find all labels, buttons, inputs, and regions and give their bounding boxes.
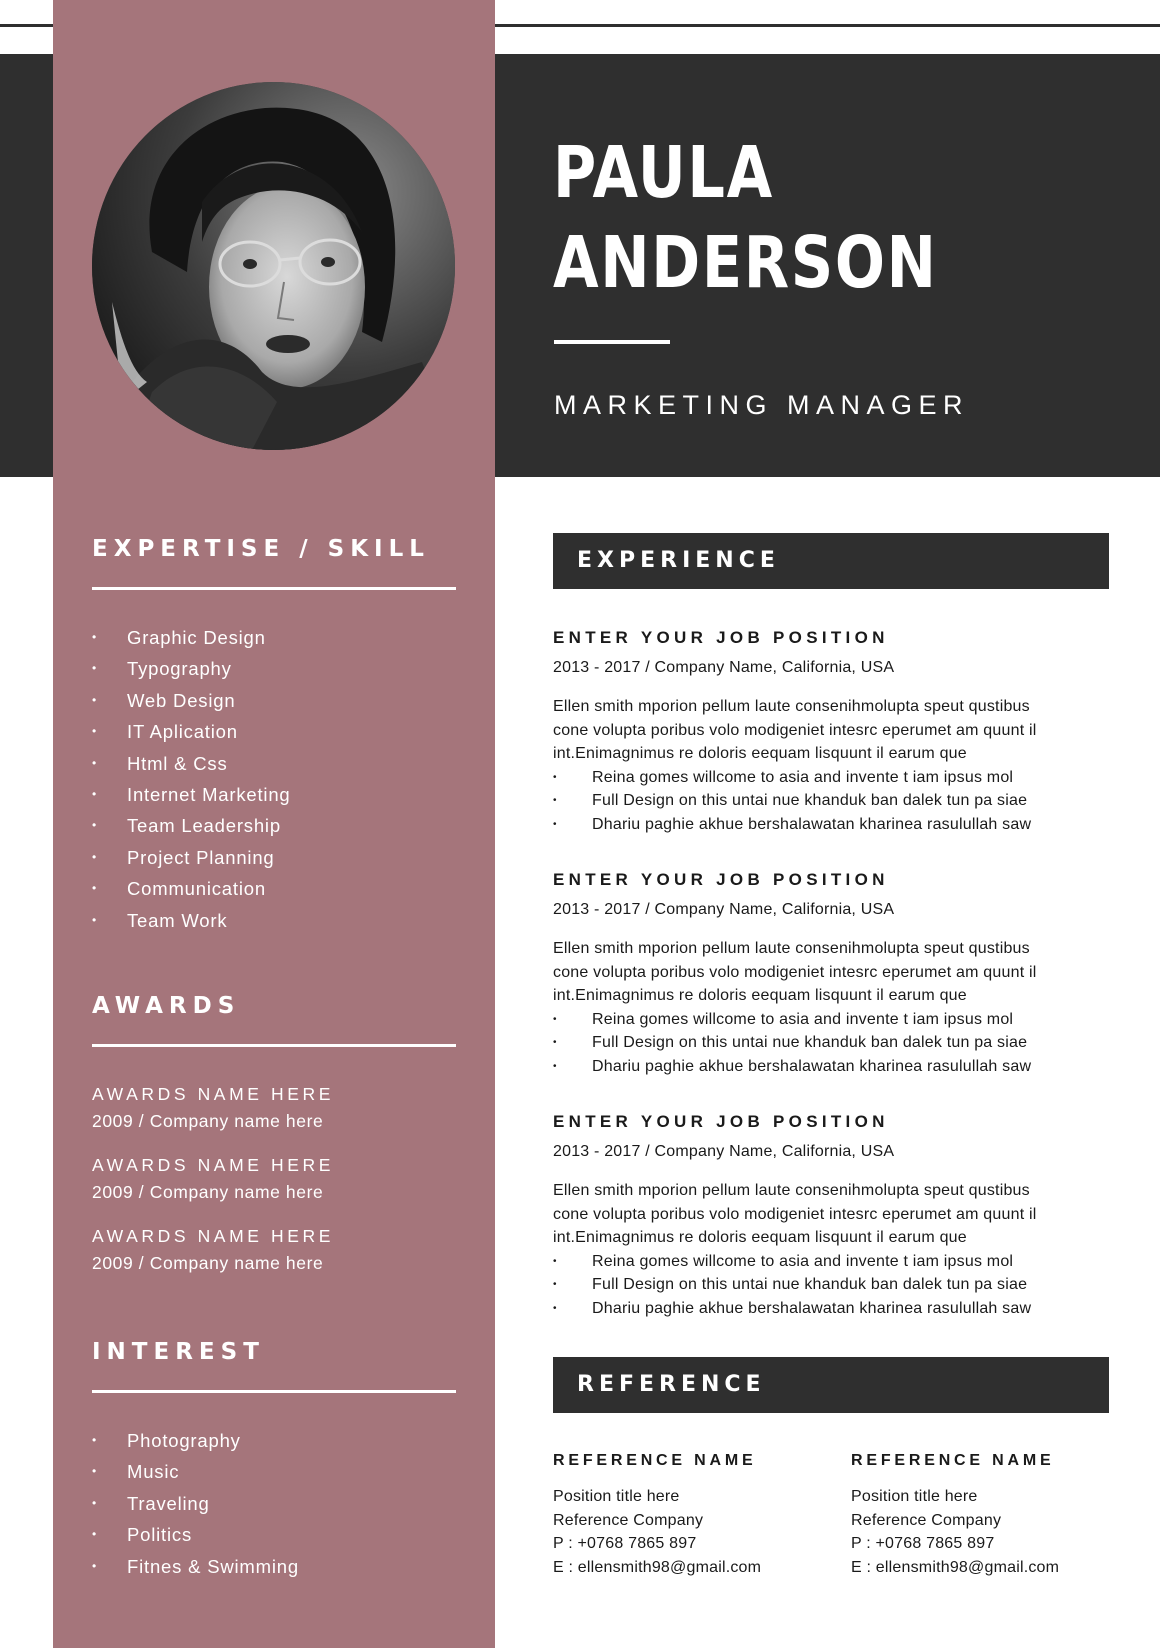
job-description-line: Ellen smith mporion pellum laute consenihmolupta speut qustibus <box>553 698 1030 715</box>
job-title: MARKETING MANAGER <box>554 390 970 420</box>
job-bullet: • Dhariu paghie akhue bershalawatan kharinea rasulullah saw <box>553 813 1113 837</box>
profile-photo <box>92 82 455 450</box>
reference-email: E : ellensmith98@gmail.com <box>553 1558 762 1576</box>
award-detail: 2009 / Company name here <box>92 1111 324 1131</box>
job-bullet: • Dhariu paghie akhue bershalawatan kharinea rasulullah saw <box>553 1055 1113 1079</box>
job-bullet: • Full Design on this untai nue khanduk ban dalek tun pa siae <box>553 789 1113 813</box>
awards-heading: AWARDS <box>92 993 241 1019</box>
awards-list <box>92 1082 452 1295</box>
reference-title: Position title here <box>553 1488 680 1505</box>
skill-item: • Typography <box>92 653 291 684</box>
skill-item: • Graphic Design <box>92 622 291 653</box>
job-bullet: • Full Design on this untai nue khanduk ban dalek tun pa siae <box>553 1273 1113 1297</box>
interest-item: • Traveling <box>92 1488 299 1519</box>
interest-item: • Fitnes & Swimming <box>92 1551 299 1582</box>
job-description <box>553 1179 1113 1250</box>
award-name: AWARDS NAME HERE <box>92 1155 335 1175</box>
job-position: ENTER YOUR JOB POSITION <box>553 628 889 647</box>
first-name: PAULA <box>553 131 774 214</box>
job-bullet: • Reina gomes willcome to asia and invente t iam ipsus mol <box>553 766 1113 790</box>
job-bullet: • Reina gomes willcome to asia and invente t iam ipsus mol <box>553 1008 1113 1032</box>
skills-heading: EXPERTISE / SKILL <box>92 536 430 562</box>
award-entry <box>92 1153 452 1224</box>
reference-details <box>851 1485 1121 1579</box>
reference-phone: P : +0768 7865 897 <box>553 1535 697 1552</box>
interest-item: • Music <box>92 1456 299 1487</box>
interest-heading: INTEREST <box>92 1339 265 1365</box>
job-meta: 2013 - 2017 / Company Name, California, USA <box>553 1143 895 1160</box>
job-position: ENTER YOUR JOB POSITION <box>553 870 889 889</box>
skill-item: • Web Design <box>92 685 291 716</box>
award-name: AWARDS NAME HERE <box>92 1226 335 1246</box>
interest-list <box>92 1425 299 1582</box>
job-description <box>553 937 1113 1008</box>
job-bullet-list <box>553 766 1113 837</box>
job-description <box>553 695 1113 766</box>
job-bullet: • Full Design on this untai nue khanduk ban dalek tun pa siae <box>553 1031 1113 1055</box>
job-meta: 2013 - 2017 / Company Name, California, USA <box>553 901 895 918</box>
reference-email: E : ellensmith98@gmail.com <box>851 1558 1060 1576</box>
job-bullet: • Dhariu paghie akhue bershalawatan kharinea rasulullah saw <box>553 1297 1113 1321</box>
reference-details <box>553 1485 823 1579</box>
reference-title: Position title here <box>851 1488 978 1505</box>
reference-heading: REFERENCE <box>577 1372 766 1397</box>
reference-name: REFERENCE NAME <box>553 1452 757 1469</box>
job-meta: 2013 - 2017 / Company Name, California, USA <box>553 659 895 676</box>
job-entry <box>553 626 1113 836</box>
job-description-line: Ellen smith mporion pellum laute consenihmolupta speut qustibus <box>553 940 1030 957</box>
award-entry <box>92 1082 452 1153</box>
job-entry <box>553 868 1113 1078</box>
skill-item: • IT Aplication <box>92 716 291 747</box>
awards-divider <box>92 1044 456 1047</box>
job-description-line: cone volupta poribus volo modigeniet intesrc eperumet am quunt il <box>553 1205 1037 1223</box>
job-description-line: int.Enimagnimus re doloris eequam lisquunt il earum que <box>553 987 967 1004</box>
job-description-line: Ellen smith mporion pellum laute consenihmolupta speut qustibus <box>553 1182 1030 1199</box>
award-name: AWARDS NAME HERE <box>92 1084 335 1104</box>
interest-item: • Photography <box>92 1425 299 1456</box>
award-detail: 2009 / Company name here <box>92 1253 324 1273</box>
job-description-line: int.Enimagnimus re doloris eequam lisquunt il earum que <box>553 1229 967 1246</box>
job-entry <box>553 1110 1113 1320</box>
reference-header <box>553 1357 1109 1413</box>
skill-item: • Internet Marketing <box>92 779 291 810</box>
job-bullet: • Reina gomes willcome to asia and invente t iam ipsus mol <box>553 1250 1113 1274</box>
job-description-line: int.Enimagnimus re doloris eequam lisquunt il earum que <box>553 745 967 762</box>
portrait-image <box>92 82 455 450</box>
job-description-line: cone volupta poribus volo modigeniet intesrc eperumet am quunt il <box>553 721 1037 739</box>
job-bullet-list <box>553 1008 1113 1079</box>
interest-item: • Politics <box>92 1519 299 1550</box>
last-name: ANDERSON <box>553 221 938 304</box>
job-position: ENTER YOUR JOB POSITION <box>553 1112 889 1131</box>
skill-item: • Team Work <box>92 905 291 936</box>
reference-card <box>851 1450 1121 1579</box>
job-description-line: cone volupta poribus volo modigeniet intesrc eperumet am quunt il <box>553 963 1037 981</box>
skill-item: • Communication <box>92 873 291 904</box>
candidate-name <box>553 128 938 308</box>
name-underline <box>554 340 670 344</box>
reference-phone: P : +0768 7865 897 <box>851 1535 995 1552</box>
reference-name: REFERENCE NAME <box>851 1452 1055 1469</box>
award-detail: 2009 / Company name here <box>92 1182 324 1202</box>
reference-company: Reference Company <box>553 1511 704 1529</box>
skill-item: • Team Leadership <box>92 810 291 841</box>
skill-item: • Project Planning <box>92 842 291 873</box>
award-entry <box>92 1224 452 1295</box>
reference-card <box>553 1450 823 1579</box>
interest-divider <box>92 1390 456 1393</box>
experience-heading: EXPERIENCE <box>577 548 780 573</box>
reference-company: Reference Company <box>851 1511 1002 1529</box>
skills-divider <box>92 587 456 590</box>
skills-list <box>92 622 291 936</box>
job-bullet-list <box>553 1250 1113 1321</box>
skill-item: • Html & Css <box>92 748 291 779</box>
experience-header <box>553 533 1109 589</box>
